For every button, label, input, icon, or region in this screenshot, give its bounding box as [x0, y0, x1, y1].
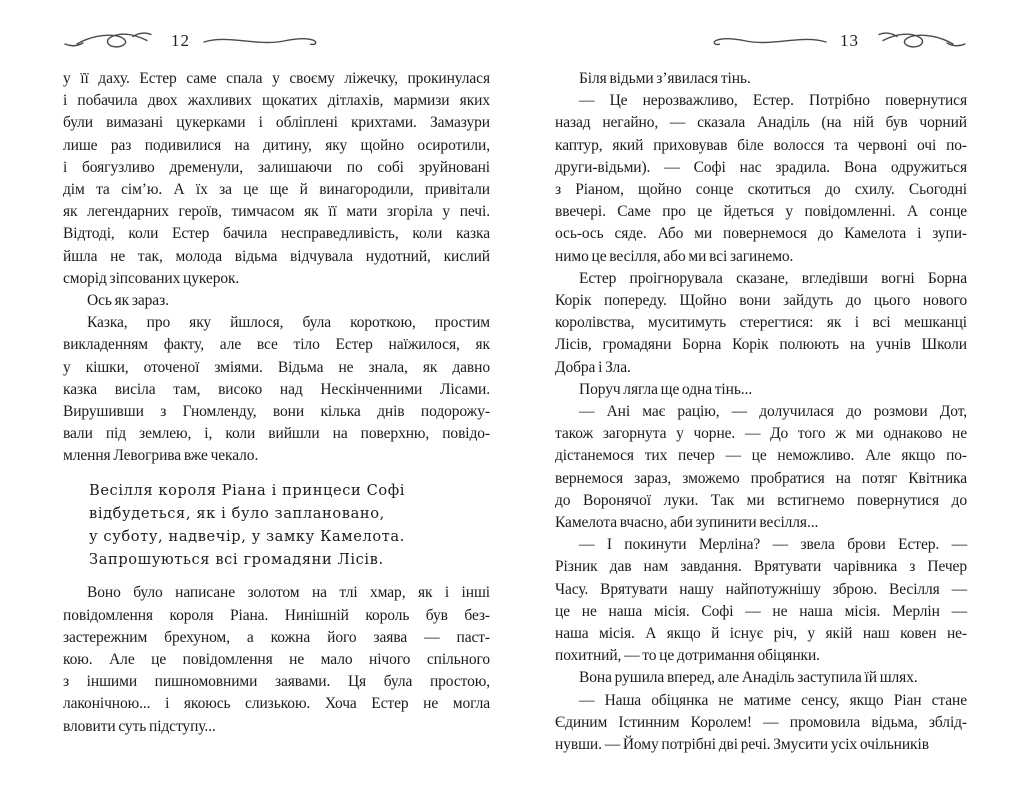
paragraph [63, 68, 490, 290]
paragraph [555, 401, 967, 534]
text-line: млення Левогрива вже чекало. [63, 447, 259, 465]
page-number: 13 [840, 31, 859, 50]
text-line: у кішки, оточеної зміями. Відьма не знала, як давно [63, 358, 490, 376]
text-line: це не наша місія. Софі — не наша місія. Мерлін — [555, 602, 967, 620]
text-line: — Це нерозважливо, Естер. Потрібно повернутися [579, 92, 967, 110]
text-line: ось-ось сяде. Або ми повернемося до Камелота і зупи- [555, 225, 967, 243]
paragraph [63, 582, 490, 737]
text-line: ввечері. Саме про це йдеться у повідомленні. А сонце [555, 203, 967, 221]
page-text-right [555, 68, 967, 756]
page-header-left [63, 26, 490, 56]
text-line: Різник дав нам завдання. Врятувати чарівника з Печер [555, 558, 967, 576]
text-line: викладенням факту, але все тіло Естер наїжилося, як [63, 336, 490, 354]
text-line: Казка, про яку йшлося, була короткою, простим [87, 314, 490, 332]
text-line: у її даху. Естер саме спала у своєму ліжечку, прокинулася [63, 70, 490, 87]
text-line: були вимазані цукерками і обліплені крихтами. Замазури [63, 114, 490, 132]
paragraph [555, 667, 967, 689]
text-line: лише раз подивилися на дитину, яку щойно осиротили, [63, 136, 490, 154]
text-line: вернемося зараз, зможемо пробратися на потяг Квітника [555, 469, 967, 487]
paragraph [555, 68, 967, 90]
text-line: Корік попереду. Щойно вони зайдуть до цього нового [555, 292, 967, 310]
text-line: Поруч лягла ще одна тінь... [579, 380, 753, 398]
paragraph [63, 312, 490, 467]
text-line: Відтоді, коли Естер бачила несправедливість, коли казка [63, 225, 490, 243]
text-line: у суботу, надвечір, у замку Камелота. [89, 528, 405, 546]
paragraph [555, 268, 967, 379]
paragraph [555, 690, 967, 757]
text-line: Єдиним Істинним Королем! — промовила відьма, зблід- [555, 713, 967, 731]
text-line: і боягузливо дременули, залишаючи по собі зруйновані [63, 158, 490, 176]
text-line: похитний, — то це дотримання обіцянки. [555, 647, 820, 665]
text-line: Воно було написане золотом на тлі хмар, як і інші [87, 584, 490, 602]
text-line: други-відьми). — Софі нас зрадила. Вона одружиться [555, 158, 967, 176]
text-line: Естер проігнорувала сказане, вгледівши вогні Борна [579, 269, 967, 287]
flourish-wave-icon [710, 30, 828, 52]
text-line: застережним брехуном, а кожна його заява — паст- [63, 628, 490, 646]
text-line: повідомлення короля Ріана. Нинішній король був без- [63, 606, 490, 624]
text-line: до Воронячої луки. Так ми встигнемо повернутися до [555, 491, 967, 509]
paragraph [555, 379, 967, 401]
text-line: дістанемося тих печер — це неможливо. Але якщо по- [555, 447, 967, 465]
flourish-swirl-icon [63, 30, 159, 52]
text-line: Добра і Зла. [555, 358, 631, 376]
paragraph [555, 534, 967, 667]
paragraph [555, 90, 967, 268]
text-line: Біля відьми з’явилася тінь. [579, 70, 751, 87]
page-number: 12 [171, 31, 190, 50]
flourish-swirl-icon [871, 30, 967, 52]
page-right [512, 0, 1024, 788]
text-line: як легендарних героїв, тимчасом як її мати згоріла у печі. [63, 203, 490, 221]
text-line: — Наша обіцянка не матиме сенсу, якщо Ріан стане [579, 691, 967, 709]
text-line: відбудеться, як і було заплановано, [89, 504, 385, 522]
text-line: вловити суть підступу... [63, 717, 216, 735]
text-line: наша місія. А якщо й існує річ, у якій наш ковен не- [555, 625, 967, 643]
text-line: Камелота вчасно, аби зупинити весілля... [555, 514, 819, 532]
text-line: з Ріаном, щойно сонце скотиться до схилу. Сьогодні [555, 181, 967, 199]
text-line: казка висіла там, високо над Нескінченними Лісами. [63, 380, 490, 398]
text-line: також загорнута у чорне. — До того ж ми однаково не [555, 425, 967, 443]
text-line: кою. Але це повідомлення не мало нічого спільного [63, 651, 490, 669]
paragraph [63, 290, 490, 312]
text-line: Ось як зараз. [87, 292, 169, 310]
text-line: нимо це весілля, або ми всі загинемо. [555, 247, 794, 265]
text-line: йшла не так, молода відьма відчувала нудотний, кислий [63, 247, 490, 265]
text-line: королівства, муситимуть стерегтися: як і всі мешканці [555, 314, 967, 332]
page-header-right [555, 26, 967, 56]
text-line: Весілля короля Ріана і принцеси Софі [89, 481, 406, 499]
text-line: нувши. — Йому потрібні дві речі. Змусити усіх очільників [555, 736, 929, 754]
announcement-block [89, 479, 490, 572]
text-line: сморід зіпсованих цукерок. [63, 269, 240, 287]
flourish-wave-icon [202, 30, 320, 52]
text-line: — Ані має рацію, — долучилася до розмови Дот, [579, 403, 967, 421]
text-line: Запрошуються всі громадяни Лісів. [89, 551, 384, 569]
text-line: назад негайно, — сказала Анаділь (на ній був чорний [555, 114, 967, 132]
text-line: і побачила двох жахливих щокатих дітлахів, мармизи яких [63, 92, 490, 110]
text-line: каптур, який приховував біле волосся та червоні очі по- [555, 136, 967, 154]
text-line: дім та сім’ю. А їх за це ще й винагородили, привітали [63, 181, 490, 199]
text-line: лаконічною... і якоюсь слизькою. Хоча Естер не могла [63, 695, 490, 713]
text-line: Вона рушила вперед, але Анаділь заступила їй шлях. [579, 669, 918, 687]
text-line: — І покинути Мерліна? — звела брови Естер. — [579, 536, 967, 554]
text-line: з іншими пишномовними заявами. Ця була простою, [63, 673, 490, 691]
text-line: Вирушивши з Гномленду, вони кілька днів подорожу- [63, 403, 490, 421]
text-line: Часу. Врятувати нашу найпотужнішу зброю. Весілля — [555, 580, 967, 598]
page-text-left [63, 68, 490, 738]
text-line: Лісів, громадяни Борна Корік полюють на учнів Школи [555, 336, 967, 354]
text-line: вали під землею, і, коли вийшли на поверхню, повідо- [63, 425, 490, 443]
